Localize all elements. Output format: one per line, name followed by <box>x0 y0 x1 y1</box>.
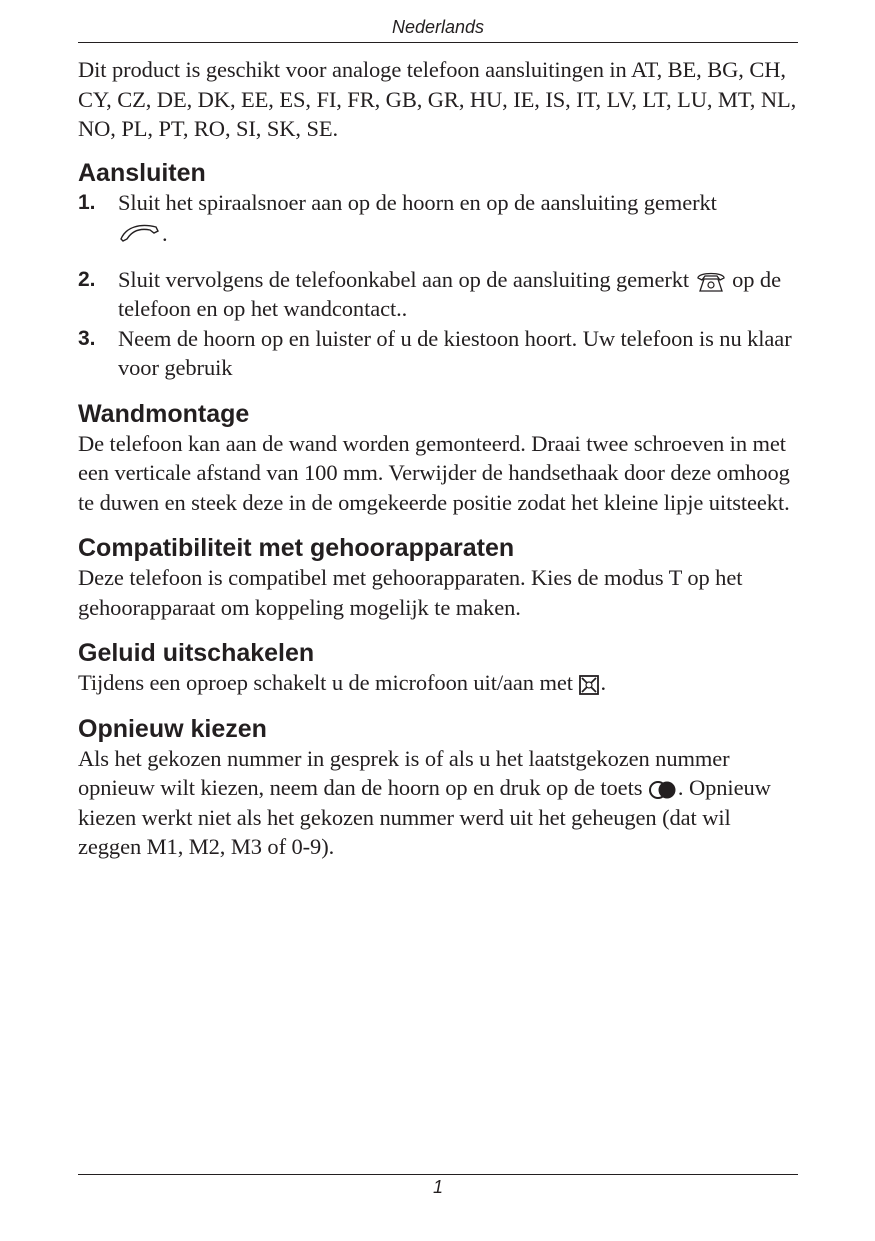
intro-paragraph: Dit product is geschikt voor analoge telefoon aansluitingen in AT, BE, BG, CH, CY, CZ, DE, DK, EE, ES, FI, FR, GB, GR, HU, IE, IS, IT, LV, LT, LU, MT, NL, NO, PL, PT, RO, SI, SK, SE. <box>78 57 797 141</box>
section-opnieuw <box>78 714 798 862</box>
page-number: 1 <box>432 1177 443 1197</box>
section-compatibiliteit <box>78 533 798 622</box>
step-text: Neem de hoorn op en luister of u de kiestoon hoort. Uw telefoon is nu klaar voor gebruik <box>118 325 792 381</box>
step-text: Sluit vervolgens de telefoonkabel aan op de aansluiting gemerkt <box>118 266 690 292</box>
redial-paragraph <box>78 744 798 862</box>
footer-rule <box>78 1174 798 1175</box>
section-title-geluid: Geluid uitschakelen <box>78 639 315 668</box>
steps-list <box>78 188 798 383</box>
section-title-opnieuw: Opnieuw kiezen <box>78 714 267 743</box>
mute-text: Tijdens een oproep schakelt u de microfoon uit/aan met <box>78 670 573 696</box>
page-header-language: Nederlands <box>391 17 485 37</box>
header-rule <box>78 42 798 43</box>
step-tail: op de telefoon en op het wandcontact.. <box>118 266 781 322</box>
step-tail: . <box>162 221 168 246</box>
section-aansluiten <box>78 158 798 383</box>
step-text: Sluit het spiraalsnoer aan op de hoorn en op de aansluiting gemerkt <box>118 189 717 215</box>
compat-paragraph: Deze telefoon is compatibel met gehoorapparaten. Kies de modus T op het gehoorapparaat om koppeling mogelijk te maken. <box>78 565 743 620</box>
step-number: 1. <box>78 190 96 214</box>
page-content <box>78 55 798 862</box>
mute-paragraph <box>78 668 798 698</box>
section-title-aansluiten: Aansluiten <box>78 158 206 187</box>
redial-text-b: . Opnieuw kiezen werkt niet als het gekozen nummer werd uit het geheugen (dat wil zeggen M1, M2, M3 of 0-9). <box>78 775 771 860</box>
mute-icon <box>578 674 600 696</box>
redial-icon <box>648 780 678 800</box>
list-item <box>78 188 798 273</box>
step-number: 3. <box>78 326 96 350</box>
list-item <box>78 324 798 383</box>
list-item <box>78 265 798 324</box>
telephone-icon <box>695 268 727 294</box>
section-geluid <box>78 638 798 698</box>
step-number: 2. <box>78 267 96 291</box>
wandmontage-paragraph: De telefoon kan aan de wand worden gemonteerd. Draai twee schroeven in met een verticale afstand van 100 mm. Verwijder de handsethaak door deze omhoog te duwen en steek deze in de omgekeerde positie zodat het kleine lipje uitsteekt. <box>78 430 790 515</box>
section-wandmontage <box>78 399 798 518</box>
mute-tail: . <box>600 670 606 696</box>
redial-text-a: Als het gekozen nummer in gesprek is of als u het laatstgekozen nummer opnieuw wilt kiezen, neem dan de hoorn op en druk op de toets <box>78 745 730 801</box>
section-title-compatibiliteit: Compatibiliteit met gehoorapparaten <box>78 534 515 563</box>
section-title-wandmontage: Wandmontage <box>78 399 250 428</box>
handset-icon <box>118 221 162 243</box>
